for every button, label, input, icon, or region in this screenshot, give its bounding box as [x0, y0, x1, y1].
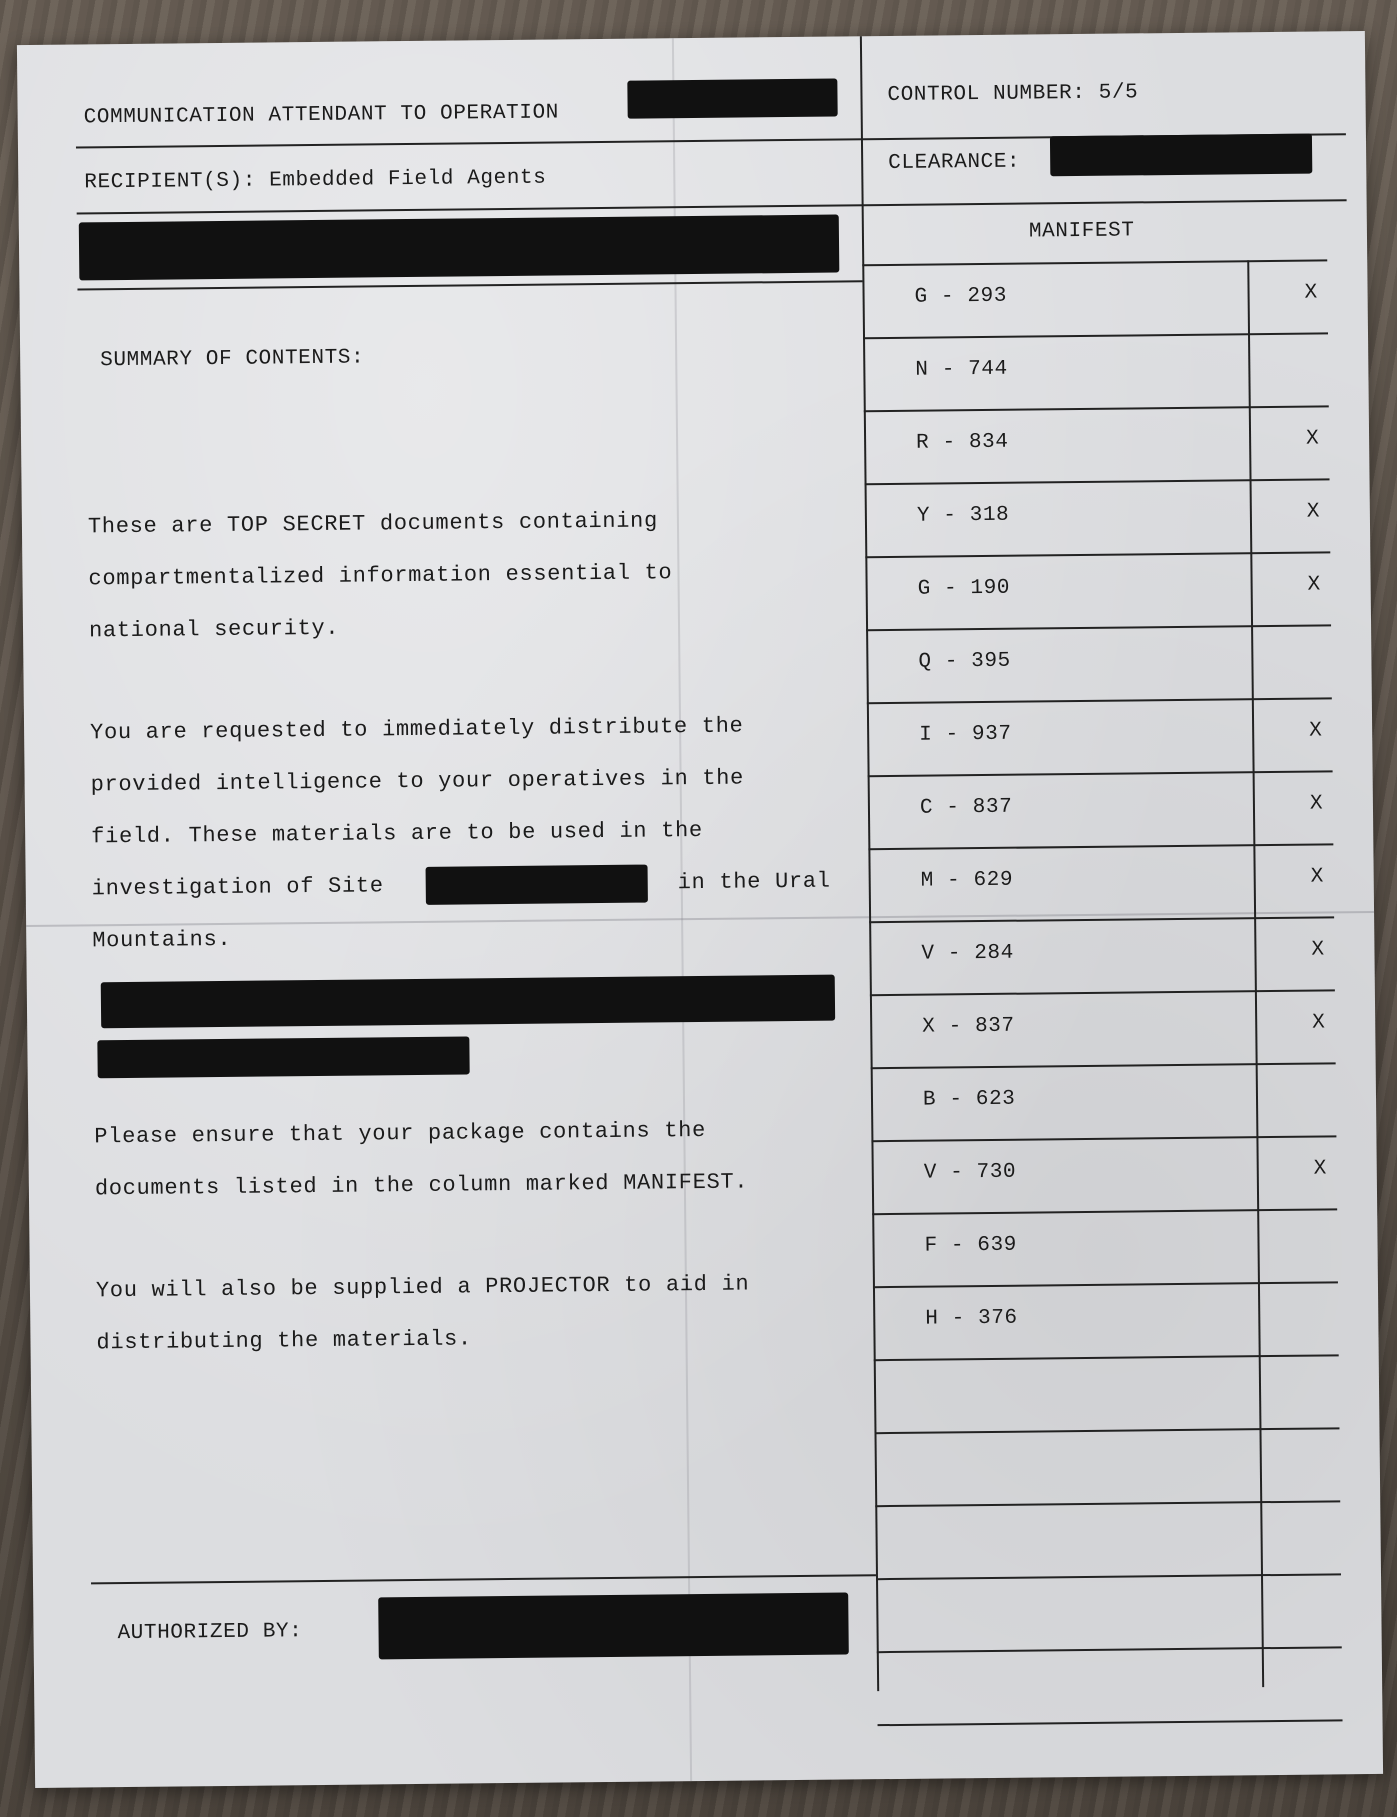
manifest-code: G - 190 — [917, 576, 1011, 601]
manifest-code: F - 639 — [924, 1233, 1018, 1258]
manifest-row — [874, 1208, 1338, 1286]
clearance-label: CLEARANCE: — [888, 150, 1021, 175]
para2-site-after: in the Ural — [677, 868, 831, 896]
document-page — [17, 31, 1383, 1788]
manifest-row — [869, 697, 1333, 775]
manifest-row — [879, 1646, 1343, 1724]
manifest-row — [873, 1062, 1337, 1140]
manifest-check-mark: X — [1312, 1011, 1325, 1035]
manifest-row — [877, 1500, 1341, 1578]
manifest-row — [876, 1354, 1340, 1432]
para1-line-1: These are TOP SECRET documents containing — [87, 508, 659, 540]
manifest-check-mark: X — [1305, 427, 1319, 451]
manifest-row — [878, 1573, 1342, 1651]
manifest-code: Q - 395 — [918, 649, 1011, 674]
para2-line-1: You are requested to immediately distribute the — [89, 713, 744, 746]
para4-line-1: You will also be supplied a PROJECTOR to aid in — [95, 1271, 750, 1304]
manifest-row — [864, 259, 1328, 337]
manifest-check-mark: X — [1309, 792, 1323, 816]
manifest-row — [876, 1427, 1340, 1505]
manifest-code: M - 629 — [920, 868, 1014, 893]
para3-line-2: documents listed in the column marked MANIFEST. — [94, 1169, 749, 1202]
para1-line-3: national security. — [88, 615, 340, 644]
redacted-signature — [378, 1592, 849, 1659]
para1-line-2: compartmentalized information essential to — [88, 560, 673, 592]
para2-last-line: Mountains. — [92, 926, 232, 954]
footer-divider — [91, 1574, 876, 1584]
manifest-code: R - 834 — [916, 430, 1009, 455]
para4-line-2: distributing the materials. — [96, 1326, 472, 1356]
manifest-code: I - 937 — [919, 722, 1012, 747]
operation-label: COMMUNICATION ATTENDANT TO OPERATION — [83, 101, 560, 130]
manifest-code: V - 730 — [923, 1160, 1017, 1185]
manifest-check-mark: X — [1309, 719, 1322, 743]
manifest-row — [867, 478, 1331, 556]
manifest-check-mark: X — [1311, 938, 1325, 962]
manifest-row — [868, 624, 1332, 702]
redacted-site-name — [426, 865, 648, 905]
manifest-row — [872, 989, 1336, 1067]
manifest-code: H - 376 — [925, 1306, 1018, 1331]
para3-line-1: Please ensure that your package contains the — [94, 1117, 707, 1150]
redacted-header-line — [79, 215, 840, 281]
manifest-row — [867, 551, 1331, 629]
manifest-row — [875, 1281, 1339, 1359]
manifest-code: B - 623 — [922, 1087, 1016, 1112]
manifest-row — [873, 1135, 1337, 1213]
redacted-clearance — [1050, 134, 1312, 177]
manifest-check-mark: X — [1307, 573, 1321, 597]
manifest-row — [870, 843, 1334, 921]
manifest-code: N - 744 — [915, 357, 1008, 382]
manifest-check-mark: X — [1306, 500, 1320, 524]
control-number: CONTROL NUMBER: 5/5 — [887, 81, 1139, 107]
manifest-code: G - 293 — [914, 284, 1008, 309]
redacted-paragraph-line-1 — [101, 975, 835, 1029]
summary-heading: SUMMARY OF CONTENTS: — [100, 346, 365, 373]
manifest-code: X - 837 — [922, 1014, 1015, 1039]
authorized-by-label: AUTHORIZED BY: — [117, 1620, 303, 1646]
manifest-row — [866, 405, 1330, 483]
fold-crease-vertical — [672, 38, 692, 1781]
manifest-code: V - 284 — [921, 941, 1015, 966]
recipients-line: RECIPIENT(S): Embedded Field Agents — [84, 166, 547, 195]
manifest-check-mark: X — [1313, 1157, 1327, 1181]
manifest-check-mark: X — [1310, 865, 1324, 889]
manifest-title: MANIFEST — [1028, 219, 1135, 244]
manifest-row — [871, 916, 1335, 994]
manifest-row — [870, 770, 1334, 848]
para2-site-before: investigation of Site — [91, 873, 384, 902]
manifest-code: C - 837 — [919, 795, 1013, 820]
left-header-divider — [77, 280, 862, 290]
para2-line-2: provided intelligence to your operatives in the — [90, 765, 745, 798]
manifest-code: Y - 318 — [916, 503, 1010, 528]
redacted-paragraph-line-2 — [97, 1036, 469, 1078]
manifest-check-mark: X — [1304, 281, 1318, 305]
redacted-operation-name — [627, 79, 837, 119]
header-divider-2 — [77, 199, 1347, 214]
manifest-row — [865, 332, 1329, 410]
para2-line-3: field. These materials are to be used in the — [91, 817, 704, 850]
